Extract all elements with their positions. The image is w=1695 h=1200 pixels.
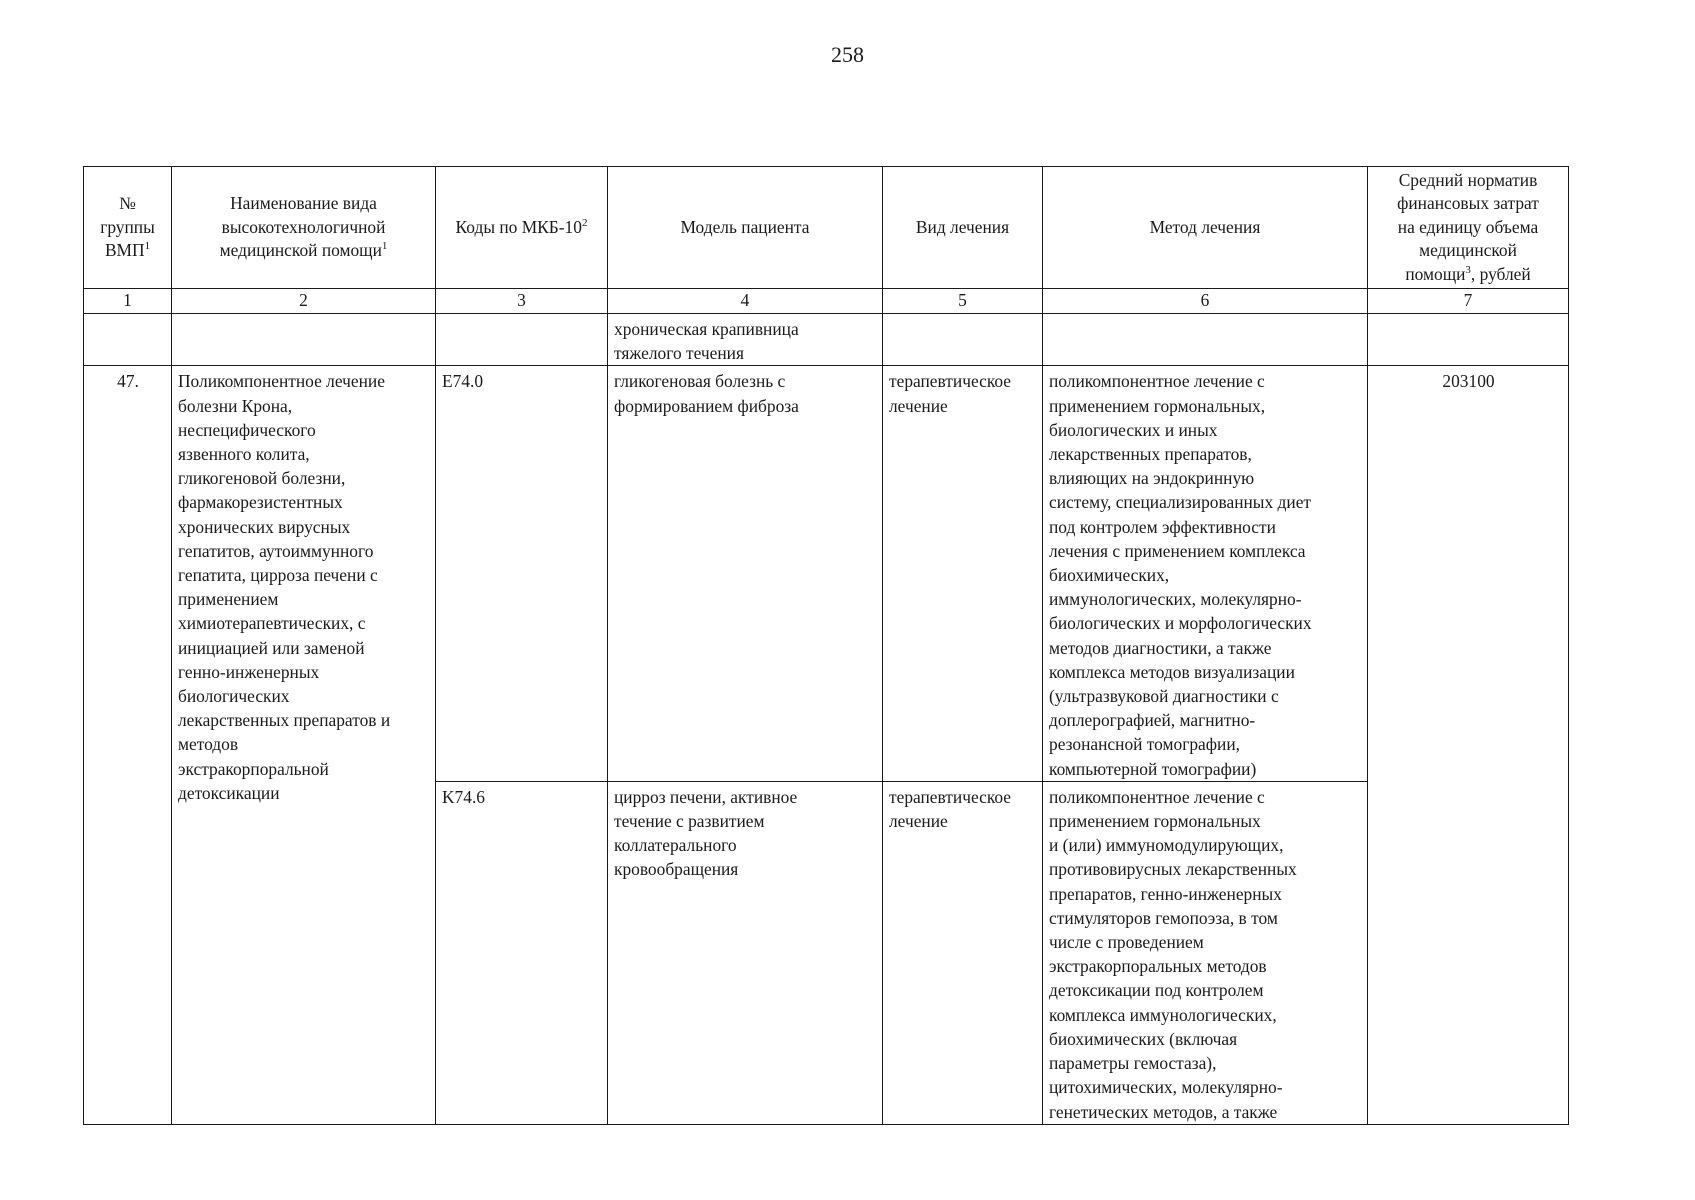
patient-model-cell: хроническая крапивница тяжелого течения — [608, 314, 883, 366]
column-number: 3 — [436, 289, 608, 314]
page-number: 258 — [831, 42, 864, 67]
column-number: 1 — [84, 289, 172, 314]
header-row — [84, 167, 1569, 289]
treatment-method-cell: поликомпонентное лечение с применением гормональных и (или) иммуномодулирующих, противовирусных лекарственных препаратов, генно-инженерных стимуляторов гемопоэза, в том числе с проведением экстракорпоральных методов детоксикации под контролем комплекса иммунологических, биохимических (включая параметры гемостаза), цитохимических, молекулярно- генетических методов, а также — [1043, 781, 1368, 1124]
average-cost-cell: 203100 — [1368, 366, 1569, 1124]
icd-code-cell: E74.0 — [436, 366, 608, 781]
header-treatment-method: Метод лечения — [1043, 167, 1368, 289]
header-treatment-type: Вид лечения — [883, 167, 1043, 289]
group-number-cell: 47. — [84, 366, 172, 1124]
header-icd-codes: Коды по МКБ-$10^2$ — [436, 167, 608, 289]
care-type-cell: Поликомпонентное лечение болезни Крона, неспецифического язвенного колита, гликогеновой болезни, фармакорезистентных хронических вирусных гепатитов, аутоиммунного гепатита, цирроза печени с применением химиотерапевтических, с инициацией или заменой генно-инженерных биологических лекарственных препаратов и методов экстракорпоральной детоксикации — [172, 366, 436, 1124]
column-number: 2 — [172, 289, 436, 314]
column-number: 5 — [883, 289, 1043, 314]
header-average-cost: Средний норматив финансовых затрат на единицу объема медицинской помощи$^3$, рублей — [1368, 167, 1569, 289]
continuation-row — [84, 314, 1569, 366]
header-group-number: № группы ВМП$^1$ — [84, 167, 172, 289]
treatment-type-cell: терапевтическое лечение — [883, 781, 1043, 1124]
treatment-type-cell: терапевтическое лечение — [883, 366, 1043, 781]
column-number: 6 — [1043, 289, 1368, 314]
column-number: 7 — [1368, 289, 1569, 314]
column-number: 4 — [608, 289, 883, 314]
column-number-row — [84, 289, 1569, 314]
treatment-method-cell: поликомпонентное лечение с применением гормональных, биологических и иных лекарственных препаратов, влияющих на эндокринную систему, специализированных диет под контролем эффективности лечения с применением комплекса биохимических, иммунологических, молекулярно- биологических и морфологических методов диагностики, а также комплекса методов визуализации (ультразвуковой диагностики с доплерографией, магнитно- резонансной томографии, компьютерной томографии) — [1043, 366, 1368, 781]
header-care-type: Наименование вида высокотехнологичной медицинской помощи$^1$ — [172, 167, 436, 289]
table-row — [84, 366, 1569, 781]
patient-model-cell: цирроз печени, активное течение с развитием коллатерального кровообращения — [608, 781, 883, 1124]
header-patient-model: Модель пациента — [608, 167, 883, 289]
icd-code-cell: K74.6 — [436, 781, 608, 1124]
patient-model-cell: гликогеновая болезнь с формированием фиброза — [608, 366, 883, 781]
vmp-table — [83, 166, 1569, 1125]
